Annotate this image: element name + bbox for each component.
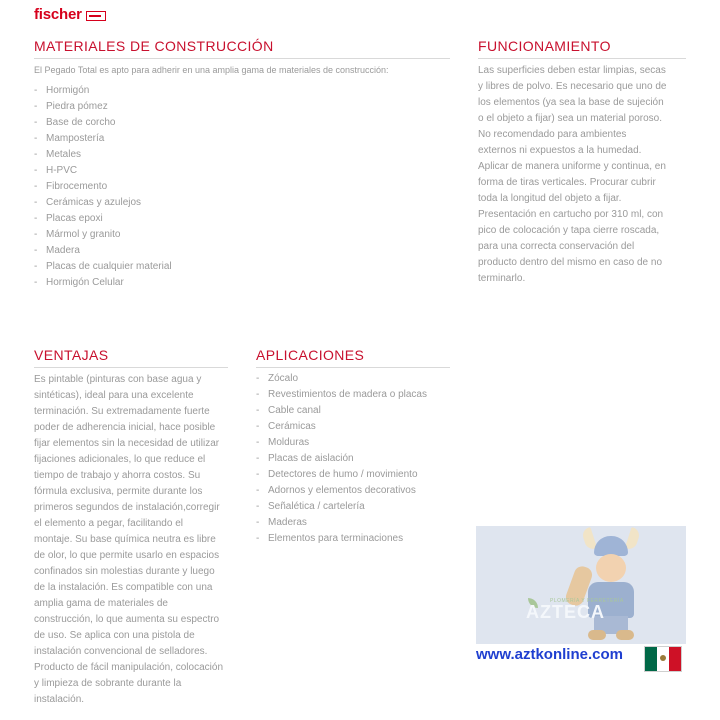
list-item: - Mármol y granito	[34, 229, 121, 240]
logo-mark-icon	[86, 11, 106, 21]
materiales-rule	[34, 58, 450, 59]
ventajas-text: Es pintable (pinturas con base agua y sintéticas), ideal para una excelente terminación. Su extremadamente fuerte poder de adherencia inicial, hace posible fijar elementos sin la necesidad de utilizar fijaciones adicionales, lo que reduce el tiempo de trabajo y ahorra costos. Su fórmula exclusiva, permite durante los primeros segundos de instalación,corregir el elemento a pegar, facilitando el montaje. Su base química neutra es libre de olor, lo que permite usarlo en espacios confinados sin molestias durante y luego de la instalación. Es compatible con una amplia gama de materiales de construcción, lo que aumenta su espectro de uso. Se aplica con una pistola de instalación convencional de selladores. Producto de fácil manipulación, colocación y limpieza de sobrante durante la instalación.	[34, 374, 223, 705]
funcionamiento-text: Las superficies deben estar limpias, secas y libres de polvo. Es necesario que uno de los elementos (ya sea la base de sujeción o el objeto a fijar) sea un material poroso. No recomendado para ambientes externos ni expuestos a la humedad. Aplicar de manera uniforme y continua, en forma de tiras verticales. Procurar cubrir toda la longitud del objeto a fijar. Presentación en cartucho por 310 ml, con pico de colocación y tapa cierre roscada, para una correcta conservación del producto dentro del mismo en caso de no terminarlo.	[478, 65, 667, 284]
list-item: - Adornos y elementos decorativos	[256, 485, 416, 496]
mascot-helmet-icon	[594, 536, 628, 556]
list-item: - Detectores de humo / movimiento	[256, 469, 418, 480]
fischer-logo	[34, 6, 106, 23]
list-item: - Mampostería	[34, 133, 105, 144]
materiales-list	[34, 83, 172, 291]
list-item: - Metales	[34, 149, 82, 160]
banner-subtitle: PLOMERÍA Y FERRETERÍA	[550, 598, 624, 604]
list-item: - Zócalo	[256, 373, 299, 384]
aplicaciones-rule	[256, 367, 450, 368]
banner-brand: AZTECA	[526, 602, 605, 622]
funcionamiento-rule	[478, 58, 686, 59]
mascot-boot-icon	[588, 630, 606, 640]
ventajas-title: VENTAJAS	[34, 347, 109, 363]
store-url-link[interactable]: www.aztkonline.com	[476, 646, 623, 663]
mascot-boot-icon	[616, 630, 634, 640]
ventajas-rule	[34, 367, 228, 368]
materiales-title: MATERIALES DE CONSTRUCCIÓN	[34, 38, 274, 54]
mexico-flag-icon	[644, 646, 682, 672]
list-item: - Piedra pómez	[34, 101, 108, 112]
aplicaciones-list	[256, 371, 427, 547]
list-item: - Señalética / cartelería	[256, 501, 365, 512]
list-item: - Madera	[34, 245, 80, 256]
list-item: - Molduras	[256, 437, 310, 448]
logo-text: fischer	[34, 6, 82, 23]
list-item: - Placas de cualquier material	[34, 261, 172, 272]
list-item: - Placas de aislación	[256, 453, 354, 464]
materiales-intro: El Pegado Total es apto para adherir en una amplia gama de materiales de construcción:	[34, 65, 389, 75]
list-item: - Placas epoxi	[34, 213, 103, 224]
list-item: - Fibrocemento	[34, 181, 108, 192]
list-item: - Cable canal	[256, 405, 321, 416]
list-item: - Hormigón Celular	[34, 277, 124, 288]
mascot-face-icon	[596, 554, 626, 582]
funcionamiento-title: FUNCIONAMIENTO	[478, 38, 611, 54]
store-banner[interactable]	[476, 526, 686, 644]
list-item: - Hormigón	[34, 85, 90, 96]
list-item: - Cerámicas	[256, 421, 316, 432]
list-item: - H-PVC	[34, 165, 78, 176]
list-item: - Maderas	[256, 517, 307, 528]
aplicaciones-title: APLICACIONES	[256, 347, 365, 363]
list-item: - Elementos para terminaciones	[256, 533, 404, 544]
list-item: - Revestimientos de madera o placas	[256, 389, 427, 400]
list-item: - Base de corcho	[34, 117, 116, 128]
list-item: - Cerámicas y azulejos	[34, 197, 142, 208]
